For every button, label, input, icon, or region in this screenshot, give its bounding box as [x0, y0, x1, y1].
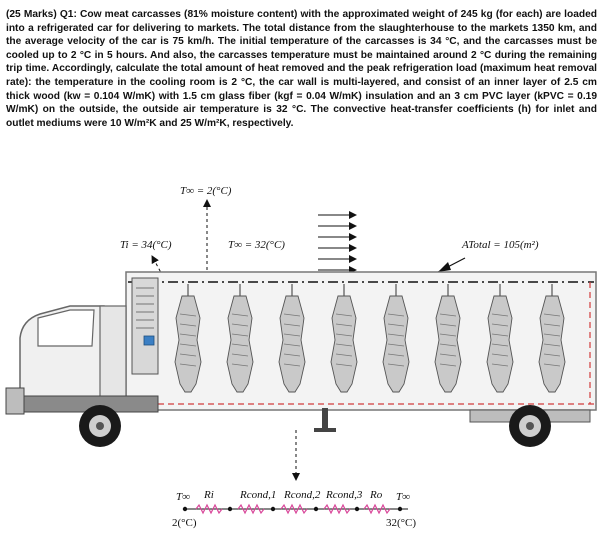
- circuit-t-left: T∞: [176, 491, 190, 503]
- refrigeration-unit: [132, 278, 158, 374]
- total-area-label: ATotal = 105(m²): [462, 239, 539, 251]
- inside-temperature-label: T∞ = 2(°C): [180, 185, 232, 197]
- outside-temperature-label: T∞ = 32(°C): [228, 239, 285, 251]
- airflow-arrows: [318, 215, 356, 270]
- front-wheel: [79, 405, 121, 447]
- unit-badge: [144, 336, 154, 345]
- resistance-cond-3: Rcond,3: [326, 489, 363, 501]
- area-pointer-head: [438, 262, 451, 272]
- circuit-t-right: T∞: [396, 491, 410, 503]
- resistance-ro: Ro: [370, 489, 383, 501]
- cab-rear: [100, 306, 126, 406]
- resistance-cond-1: Rcond,1: [240, 489, 277, 501]
- rear-wheel: [509, 405, 551, 447]
- initial-temperature-label: Ti = 34(°C): [120, 239, 172, 251]
- landing-gear: [322, 408, 328, 430]
- cab-window: [38, 310, 94, 346]
- circuit-t-right-value: 32(°C): [386, 517, 417, 529]
- resistance-cond-2: Rcond,2: [284, 489, 321, 501]
- thermal-circuit: [183, 505, 408, 513]
- problem-statement: (25 Marks) Q1: Cow meat carcasses (81% moisture content) with the approximated weight of 245 kg (for each) are loaded into a refrigerated car for delivering to markets. The total distance from the slaughterhouse to the markets 1350 km, and the average velocity of the car is 75 km/h. The initial temperature of the carcasses is 34 °C, and the carcasses must be cooled up to 2 °C in 5 hours. And also, the carcasses temperature must be maintained around 2 °C during the remaining trip time. Accordingly, calculate the total amount of heat removed and the peak refrigeration load (maximum heat removal rate): the temperature in the cooling room is 2 °C, the car wall is multi-layered, and consist of an inner layer of 2.5 cm thick wood (kw = 0.104 W/mK) with 1.5 cm glass fiber (kgf = 0.04 W/mK) insulation and an 3 cm PVC layer (kPVC = 0.19 W/mK) on the outside, the outside air temperature is 32 °C. The convective heat-transfer coefficients (h) for inlet and outlet mediums were 10 W/m²K and 25 W/m²K, respectively.: [6, 9, 597, 129]
- resistance-ri: Ri: [204, 489, 214, 501]
- bumper: [6, 388, 24, 414]
- circuit-t-left-value: 2(°C): [172, 517, 197, 529]
